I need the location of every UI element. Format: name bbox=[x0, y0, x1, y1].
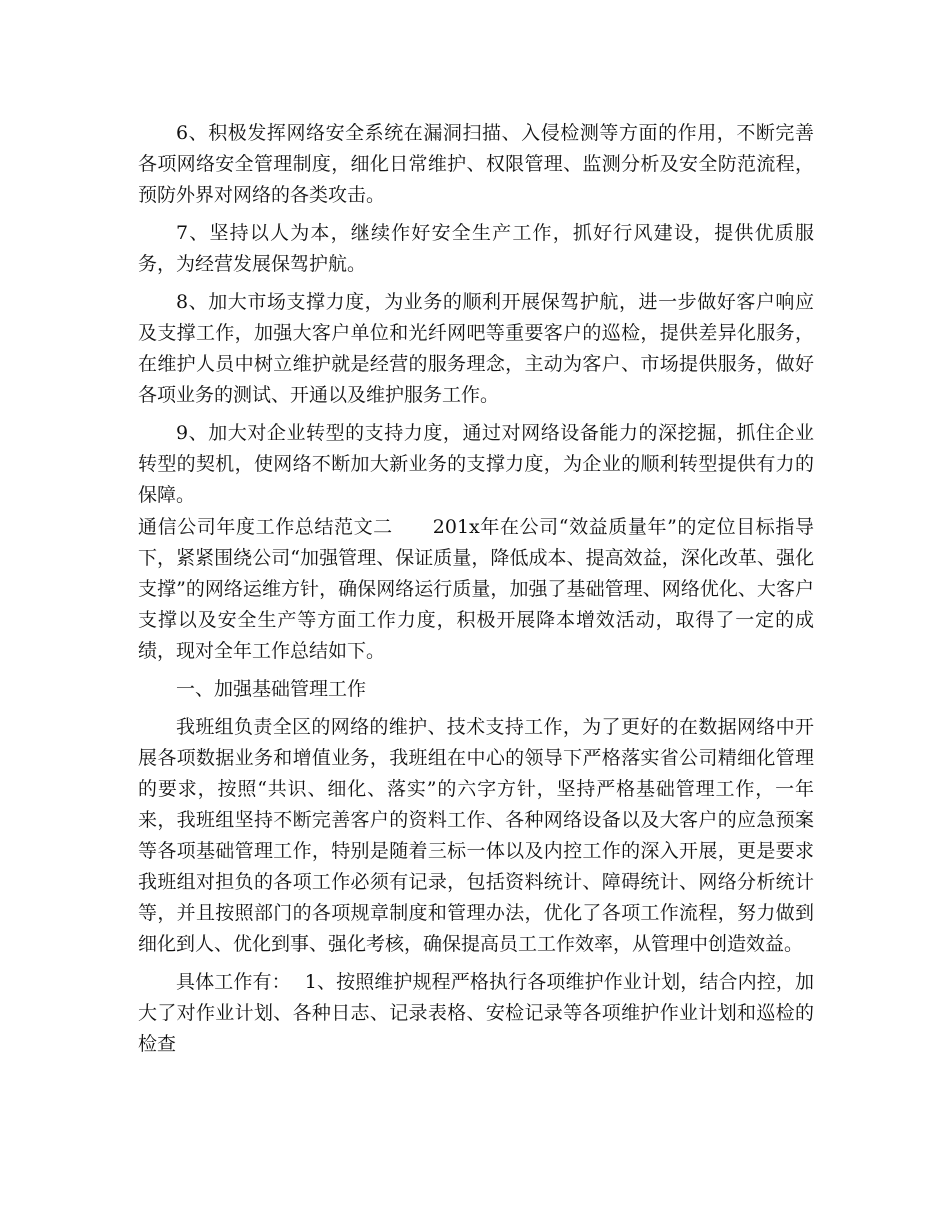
intro-text: 201x年在公司“效益质量年”的定位目标指导下，紧紧围绕公司“加强管理、保证质量，降低成本、提高效益，深化改革、强化支撑”的网络运维方针，确保网络运行质量，加强了基础管理、网络优化、大客户支撑以及安全生产等方面工作力度，积极开展降本增效活动，取得了一定的成绩，现对全年工作总结如下。 bbox=[138, 516, 814, 662]
document-body bbox=[138, 118, 814, 1060]
section-heading: 一、加强基础管理工作 bbox=[176, 678, 367, 700]
paragraph-item-9: 9、加大对企业转型的支持力度，通过对网络设备能力的深挖掘，抓住企业转型的契机，使网络不断加大新业务的支撑力度，为企业的顺利转型提供有力的保障。 bbox=[138, 422, 814, 506]
section-intro-paragraph bbox=[138, 512, 814, 667]
paragraph-item-6: 6、积极发挥网络安全系统在漏洞扫描、入侵检测等方面的作用，不断完善各项网络安全管理制度，细化日常维护、权限管理、监测分析及安全防范流程，预防外界对网络的各类攻击。 bbox=[138, 122, 814, 206]
specific-work-text: 1、按照维护规程严格执行各项维护作业计划，结合内控，加大了对作业计划、各种日志、记录表格、安检记录等各项维护作业计划和巡检的检查 bbox=[138, 971, 814, 1055]
document-subtitle: 通信公司年度工作总结范文二 bbox=[138, 516, 393, 538]
paragraph-item-8: 8、加大市场支撑力度，为业务的顺利开展保驾护航，进一步做好客户响应及支撑工作，加强大客户单位和光纤网吧等重要客户的巡检，提供差异化服务，在维护人员中树立维护就是经营的服务理念，主动为客户、市场提供服务，做好各项业务的测试、开通以及维护服务工作。 bbox=[138, 291, 814, 406]
paragraph-specific-work bbox=[138, 967, 814, 1060]
paragraph-item-7: 7、坚持以人为本，继续作好安全生产工作，抓好行风建设，提供优质服务，为经营发展保驾护航。 bbox=[138, 222, 814, 275]
paragraph-basic-management: 我班组负责全区的网络的维护、技术支持工作，为了更好的在数据网络中开展各项数据业务和增值业务，我班组在中心的领导下严格落实省公司精细化管理的要求，按照“共识、细化、落实”的六字方针，坚持严格基础管理工作，一年来，我班组坚持不断完善客户的资料工作、各种网络设备以及大客户的应急预案等各项基础管理工作，特别是随着三标一体以及内控工作的深入开展，更是要求我班组对担负的各项工作必须有记录，包括资料统计、障碍统计、网络分析统计等，并且按照部门的各项规章制度和管理办法，优化了各项工作流程，努力做到细化到人、优化到事、强化考核，确保提高员工工作效率，从管理中创造效益。 bbox=[138, 716, 814, 955]
specific-work-lead: 具体工作有： bbox=[176, 971, 291, 993]
